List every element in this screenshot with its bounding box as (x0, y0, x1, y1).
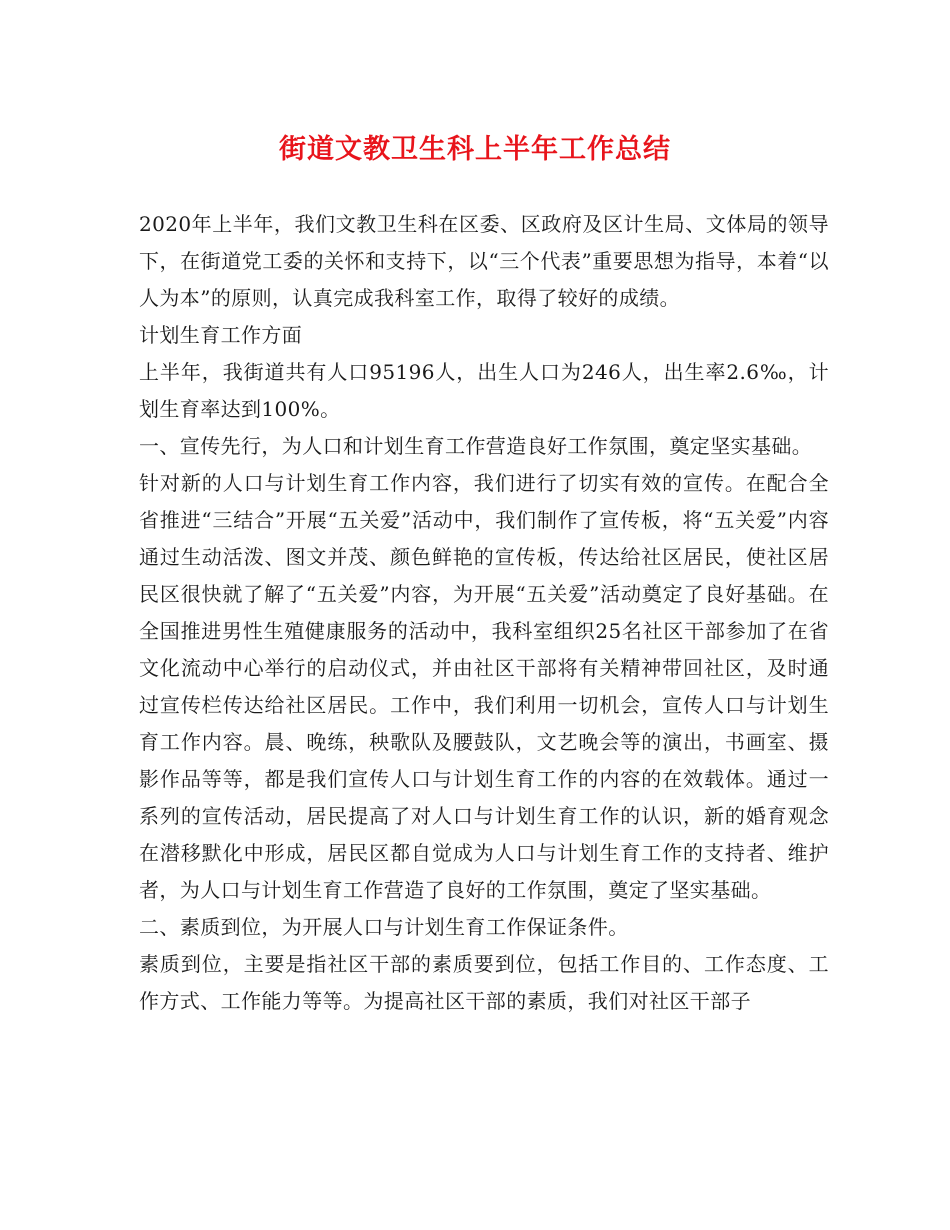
paragraph-quality: 素质到位，主要是指社区干部的素质要到位，包括工作目的、工作态度、工作方式、工作能力等等。为提高社区干部的素质，我们对社区干部子 (139, 952, 829, 1013)
paragraph-publicity: 针对新的人口与计划生育工作内容，我们进行了切实有效的宣传。在配合全省推进“三结合”开展“五关爱”活动中，我们制作了宣传板，将“五关爱”内容通过生动活泼、图文并茂、颜色鲜艳的宣传板，传达给社区居民，使社区居民区很快就了解了“五关爱”内容，为开展“五关爱”活动奠定了良好基础。在全国推进男性生殖健康服务的活动中，我科室组织25名社区干部参加了在省文化流动中心举行的启动仪式，并由社区干部将有关精神带回社区，及时通过宣传栏传达给社区居民。工作中，我们利用一切机会，宣传人口与计划生育工作内容。晨、晚练，秧歌队及腰鼓队，文艺晚会等的演出，书画室、摄影作品等等，都是我们宣传人口与计划生育工作的内容的在效载体。通过一系列的宣传活动，居民提高了对人口与计划生育工作的认识，新的婚育观念在潜移默化中形成，居民区都自觉成为人口与计划生育工作的支持者、维护者，为人口与计划生育工作营造了良好的工作氛围，奠定了坚实基础。 (139, 471, 829, 902)
section-heading-quality: 二、素质到位，为开展人口与计划生育工作保证条件。 (139, 915, 629, 939)
paragraph-intro: 2020年上半年，我们文教卫生科在区委、区政府及区计生局、文体局的领导下，在街道党工委的关怀和支持下，以“三个代表”重要思想为指导，本着“以人为本”的原则，认真完成我科室工作，取得了较好的成绩。 (139, 212, 829, 310)
section-heading-publicity: 一、宣传先行，为人口和计划生育工作营造良好工作氛围，奠定坚实基础。 (139, 434, 813, 458)
document-body (139, 206, 829, 1020)
document-title: 街道文教卫生科上半年工作总结 (279, 134, 671, 165)
paragraph-population-stats: 上半年，我街道共有人口95196人，出生人口为246人，出生率2.6‰，计划生育率达到100%。 (139, 360, 829, 421)
section-heading-family-planning: 计划生育工作方面 (139, 323, 303, 347)
